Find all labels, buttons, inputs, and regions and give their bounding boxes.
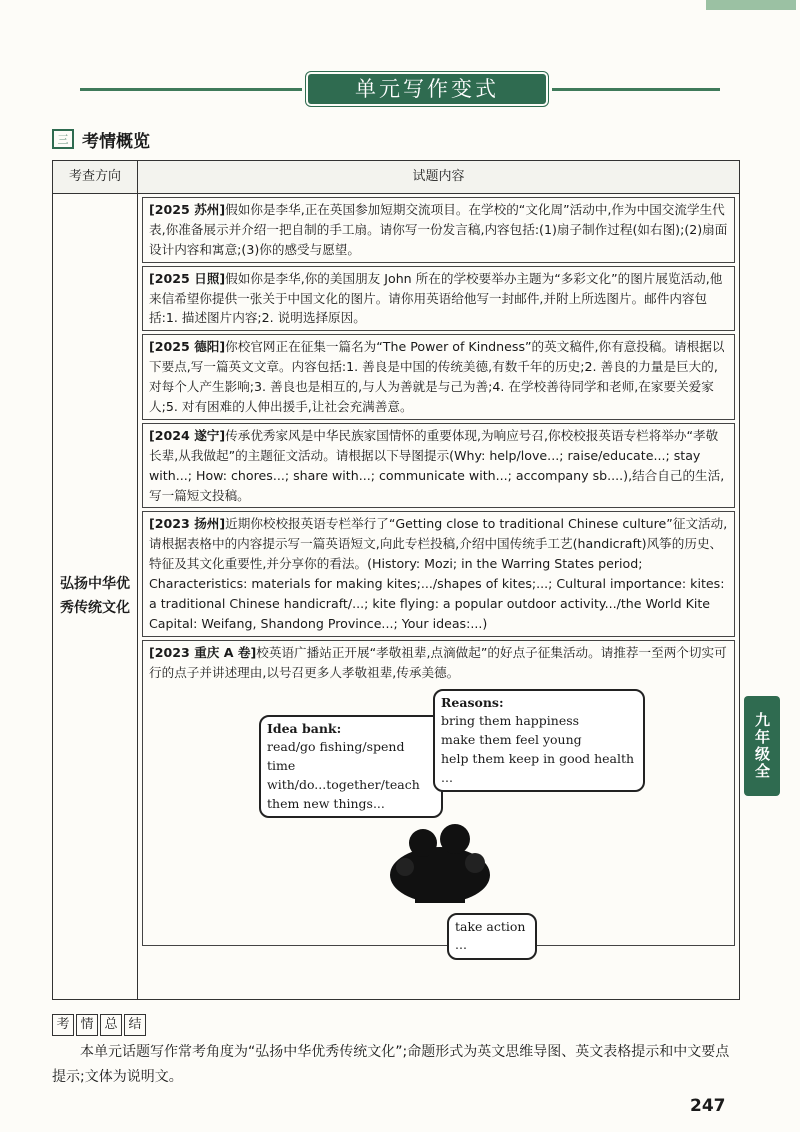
reasons-bubble: [433, 689, 645, 793]
content-cell: [138, 194, 740, 1000]
action-line: take action: [455, 918, 526, 934]
section-header: [52, 128, 150, 150]
item-source: [2025 苏州]: [149, 202, 226, 217]
page-number: 247: [690, 1096, 726, 1116]
table-header-row: [53, 161, 740, 194]
item-source: [2025 德阳]: [149, 339, 226, 355]
item-source: [2025 日照]: [149, 270, 226, 286]
grade-side-tab: 九年级全: [744, 696, 780, 796]
corner-decoration: [706, 0, 796, 10]
item-text: 假如你是李华,正在英国参加短期交流项目。在学校的“文化周”活动中,作为中国交流学生代表,你准备展示并介绍一把自制的手工扇。请你写一份发言稿,内容包括:(1)扇子制作过程(如右图);(2)扇面设计内容和寓意;(3)你的感受与愿望。: [149, 202, 728, 257]
reason-line: bring them happiness: [441, 713, 580, 729]
list-item: [142, 640, 735, 953]
banner-line-left: [80, 88, 302, 91]
section-title: 考情概览: [82, 131, 150, 152]
grandparents-children-picture: [385, 815, 495, 905]
action-bubble: [447, 913, 537, 961]
illustration: [149, 683, 728, 953]
summary-title-char: 总: [100, 1014, 122, 1036]
col-header-direction: 考查方向: [53, 161, 138, 194]
summary-title-char: 考: [52, 1014, 74, 1036]
banner-title: 单元写作变式: [308, 74, 546, 104]
summary-title-char: 结: [124, 1014, 146, 1036]
idea-bank-bubble: [259, 715, 443, 819]
summary-text: 本单元话题写作常考角度为“弘扬中华优秀传统文化”;命题形式为英文思维导图、英文表格提示和中文要点提示;文体为说明文。: [52, 1044, 730, 1085]
reason-line: make them feel young: [441, 732, 582, 748]
summary-title-char: 情: [76, 1014, 98, 1036]
item-source: [2023 重庆 A 卷]: [149, 644, 257, 660]
action-line: ...: [455, 937, 467, 953]
banner-line-right: [552, 88, 720, 91]
item-text: 近期你校校报英语专栏举行了“Getting close to traditional Chinese culture”征文活动,请根据表格中的内容提示写一篇英语短文,向此专栏投稿,介绍中国传统手工艺(handicraft)风筝的历史、特征及其文化重要性,并分享你的看法。(History: Mozi; in the Warring States period; Characteristics: materials for making kites;.../shapes of kites;...; Cultural importance: kites: a traditional Chinese handicraft/...; kite flying: a popular outdoor activity.../the World Kite Capital: Weifang, Shandong Province...; Your ideas:...): [149, 516, 728, 631]
list-item: [142, 334, 735, 420]
list-item: [142, 266, 735, 332]
idea-line: with/do...together/teach: [267, 776, 420, 792]
idea-bank-title: Idea bank:: [267, 720, 342, 736]
item-text: 假如你是李华,你的美国朋友 John 所在的学校要举办主题为“多彩文化”的图片展览活动,他来信希望你提供一张关于中国文化的图片。请你用英语给他写一封邮件,并附上所选图片。邮件内容包括:1. 描述图片内容;2. 说明选择原因。: [149, 270, 723, 326]
reasons-title: Reasons:: [441, 694, 504, 710]
reason-line: ...: [441, 769, 453, 785]
item-source: [2024 遂宁]: [149, 427, 226, 443]
col-header-content: 试题内容: [138, 161, 740, 194]
table-row: [53, 194, 740, 1000]
idea-line: them new things...: [267, 795, 385, 811]
item-text: 你校官网正在征集一篇名为“The Power of Kindness”的英文稿件,你有意投稿。请根据以下要点,写一篇英文文章。内容包括:1. 善良是中国的传统美德,有数千年的历史;2. 善良的力量是巨大的,对每个人产生影响;3. 善良也是相互的,与人为善就是与己为善;4. 在学校善待同学和老师,在家要关爱家人;5. 对有困难的人伸出援手,让社会充满善意。: [149, 339, 725, 415]
reason-line: help them keep in good health: [441, 750, 635, 766]
exam-table: [52, 160, 740, 1000]
item-source: [2023 扬州]: [149, 516, 226, 532]
section-icon: 三: [52, 129, 74, 149]
direction-cell: 弘扬中华优秀传统文化: [53, 194, 138, 1000]
summary-title: [52, 1014, 148, 1036]
list-item: [142, 423, 735, 509]
idea-line: read/go fishing/spend time: [267, 739, 405, 774]
list-item: [142, 511, 735, 636]
item-text: 传承优秀家风是中华民族家国情怀的重要体现,为响应号召,你校校报英语专栏将举办“孝敬长辈,从我做起”的主题征文活动。请根据以下导图提示(Why: help/love...; raise/educate...; stay with...; How: chores...; share with...; communicate with...; accompany sb....),结合自己的生活,写一篇短文投稿。: [149, 427, 725, 503]
item-text: 校英语广播站正开展“孝敬祖辈,点滴做起”的好点子征集活动。请推荐一至两个切实可行的点子并讲述理由,以号召更多人孝敬祖辈,传承美德。: [149, 644, 727, 680]
list-item: [142, 197, 735, 263]
unit-banner: [80, 76, 720, 102]
